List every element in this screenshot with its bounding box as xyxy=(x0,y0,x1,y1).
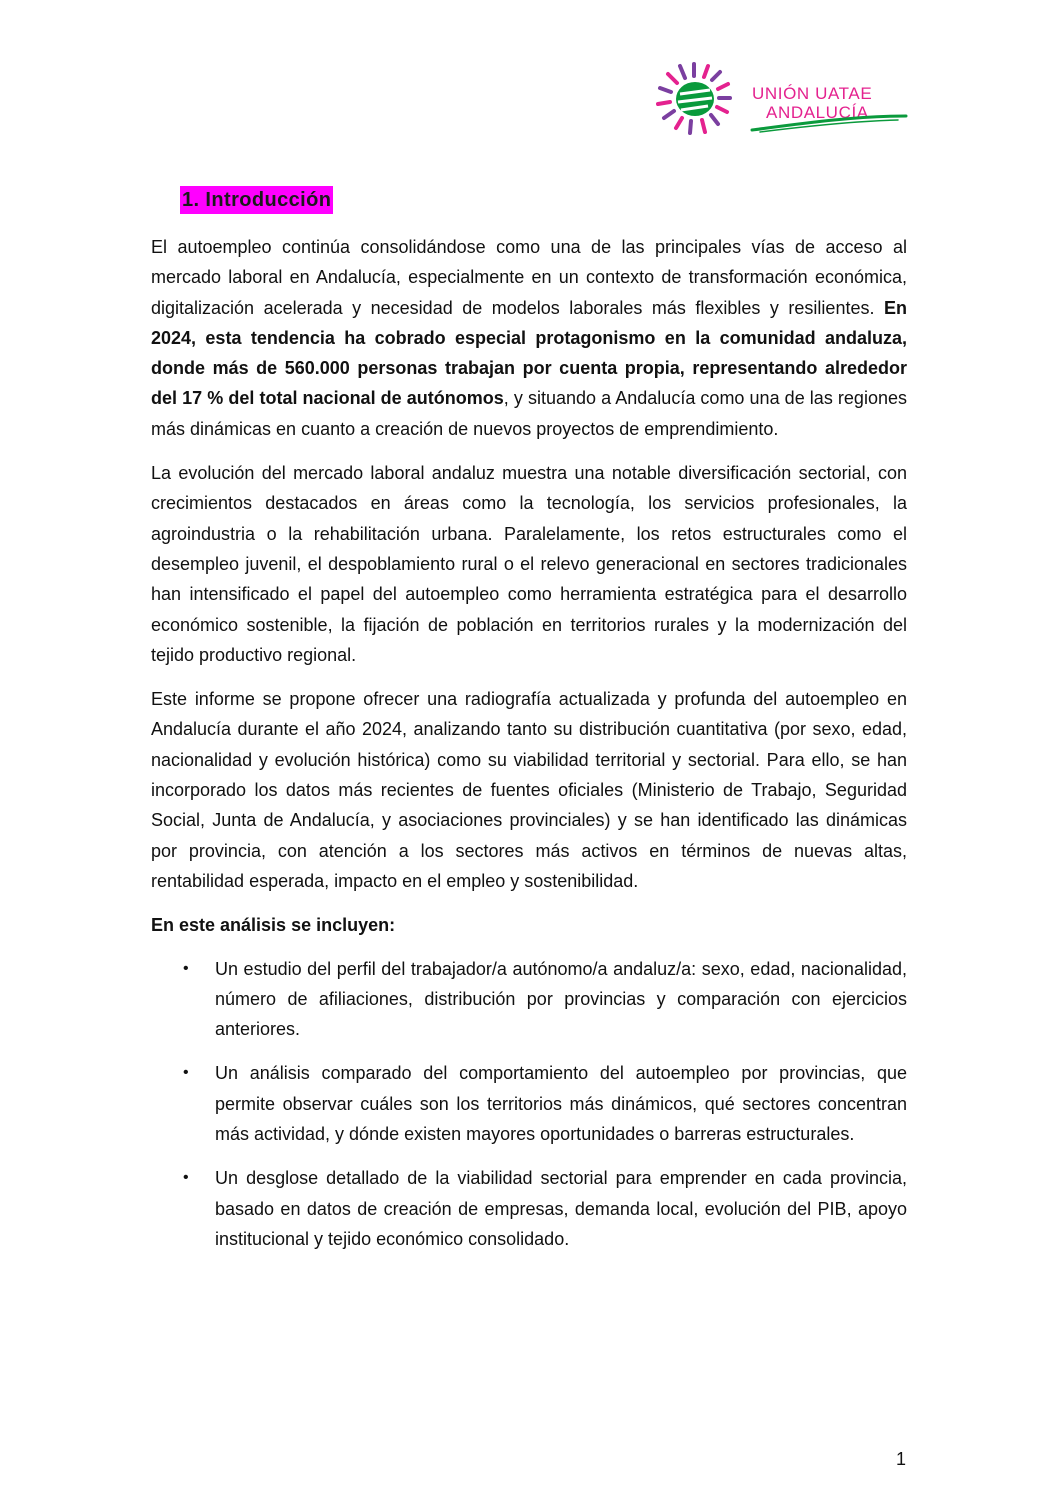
paragraph-text: El autoempleo continúa consolidándose como una de las principales vías de acceso al mercado laboral en Andalucía, especialmente en un contexto de transformación económica, digitalización acelerada y necesidad de modelos laborales más flexibles y resilientes. xyxy=(151,237,907,318)
logo-line-2: ANDALUCÍA xyxy=(766,103,869,122)
list-item-text: Un análisis comparado del comportamiento del autoempleo por provincias, que permite observar cuáles son los territorios más dinámicos, qué sectores concentran más actividad, y dónde existen mayores oportunidades o barreras estructurales. xyxy=(215,1063,907,1145)
logo-line-1: UNIÓN UATAE xyxy=(752,84,873,103)
bullet-icon: • xyxy=(183,1064,189,1082)
bullet-icon: • xyxy=(183,1169,189,1187)
intro-paragraph-3: Este informe se propone ofrecer una radiografía actualizada y profunda del autoempleo en Andalucía durante el año 2024, analizando tanto su distribución cuantitativa (por sexo, edad, nacionalidad y evolución histórica) como su viabilidad territorial y sectorial. Para ello, se han incorporado los datos más recientes de fuentes oficiales (Ministerio de Trabajo, Seguridad Social, Junta de Andalucía, y asociaciones provinciales) y se han identificado las dinámicas por provincia, con atención a los sectores más activos en términos de nuevas altas, rentabilidad esperada, impacto en el empleo y sostenibilidad. xyxy=(151,689,907,891)
list-item xyxy=(151,954,907,1045)
list-item xyxy=(151,1058,907,1149)
bullet-icon: • xyxy=(183,959,189,977)
list-lead: En este análisis se incluyen: xyxy=(151,915,396,936)
list-item xyxy=(151,1163,907,1254)
union-uatae-logo xyxy=(648,60,910,140)
paragraph-bold-text: En 2024, esta tendencia ha cobrado especial protagonismo en la comunidad andaluza, donde más de 560.000 personas trabajan por cuenta propia, representando alrededor del 17 % del total nacional de autónomos xyxy=(151,297,907,409)
intro-paragraph-1 xyxy=(151,232,907,444)
logo-swoosh-icon xyxy=(648,60,910,140)
list-item-text: Un estudio del perfil del trabajador/a autónomo/a andaluz/a: sexo, edad, nacionalidad, número de afiliaciones, distribución por provincias y comparación con ejercicios anteriores. xyxy=(215,958,907,1040)
document-body xyxy=(151,232,907,1268)
list-item-text: Un desglose detallado de la viabilidad sectorial para emprender en cada provincia, basado en datos de creación de empresas, demanda local, evolución del PIB, apoyo institucional y tejido económico consolidado. xyxy=(215,1168,907,1249)
analysis-list xyxy=(151,954,907,1255)
intro-paragraph-2: La evolución del mercado laboral andaluz muestra una notable diversificación sectorial, con crecimientos destacados en áreas como la tecnología, los servicios profesionales, la agroindustria o la rehabilitación urbana. Paralelamente, los retos estructurales como el desempleo juvenil, el despoblamiento rural o el relevo generacional en sectores tradicionales han intensificado el papel del autoempleo como herramienta estratégica para el desarrollo económico sostenible, la fijación de población en territorios rurales y la modernización del tejido productivo regional. xyxy=(151,463,907,665)
paragraph-text: , y situando a Andalucía como una de las regiones más dinámicas en cuanto a creación de nuevos proyectos de emprendimiento. xyxy=(151,388,907,439)
page-number: 1 xyxy=(896,1449,907,1469)
section-heading: 1. Introducción xyxy=(180,186,333,214)
